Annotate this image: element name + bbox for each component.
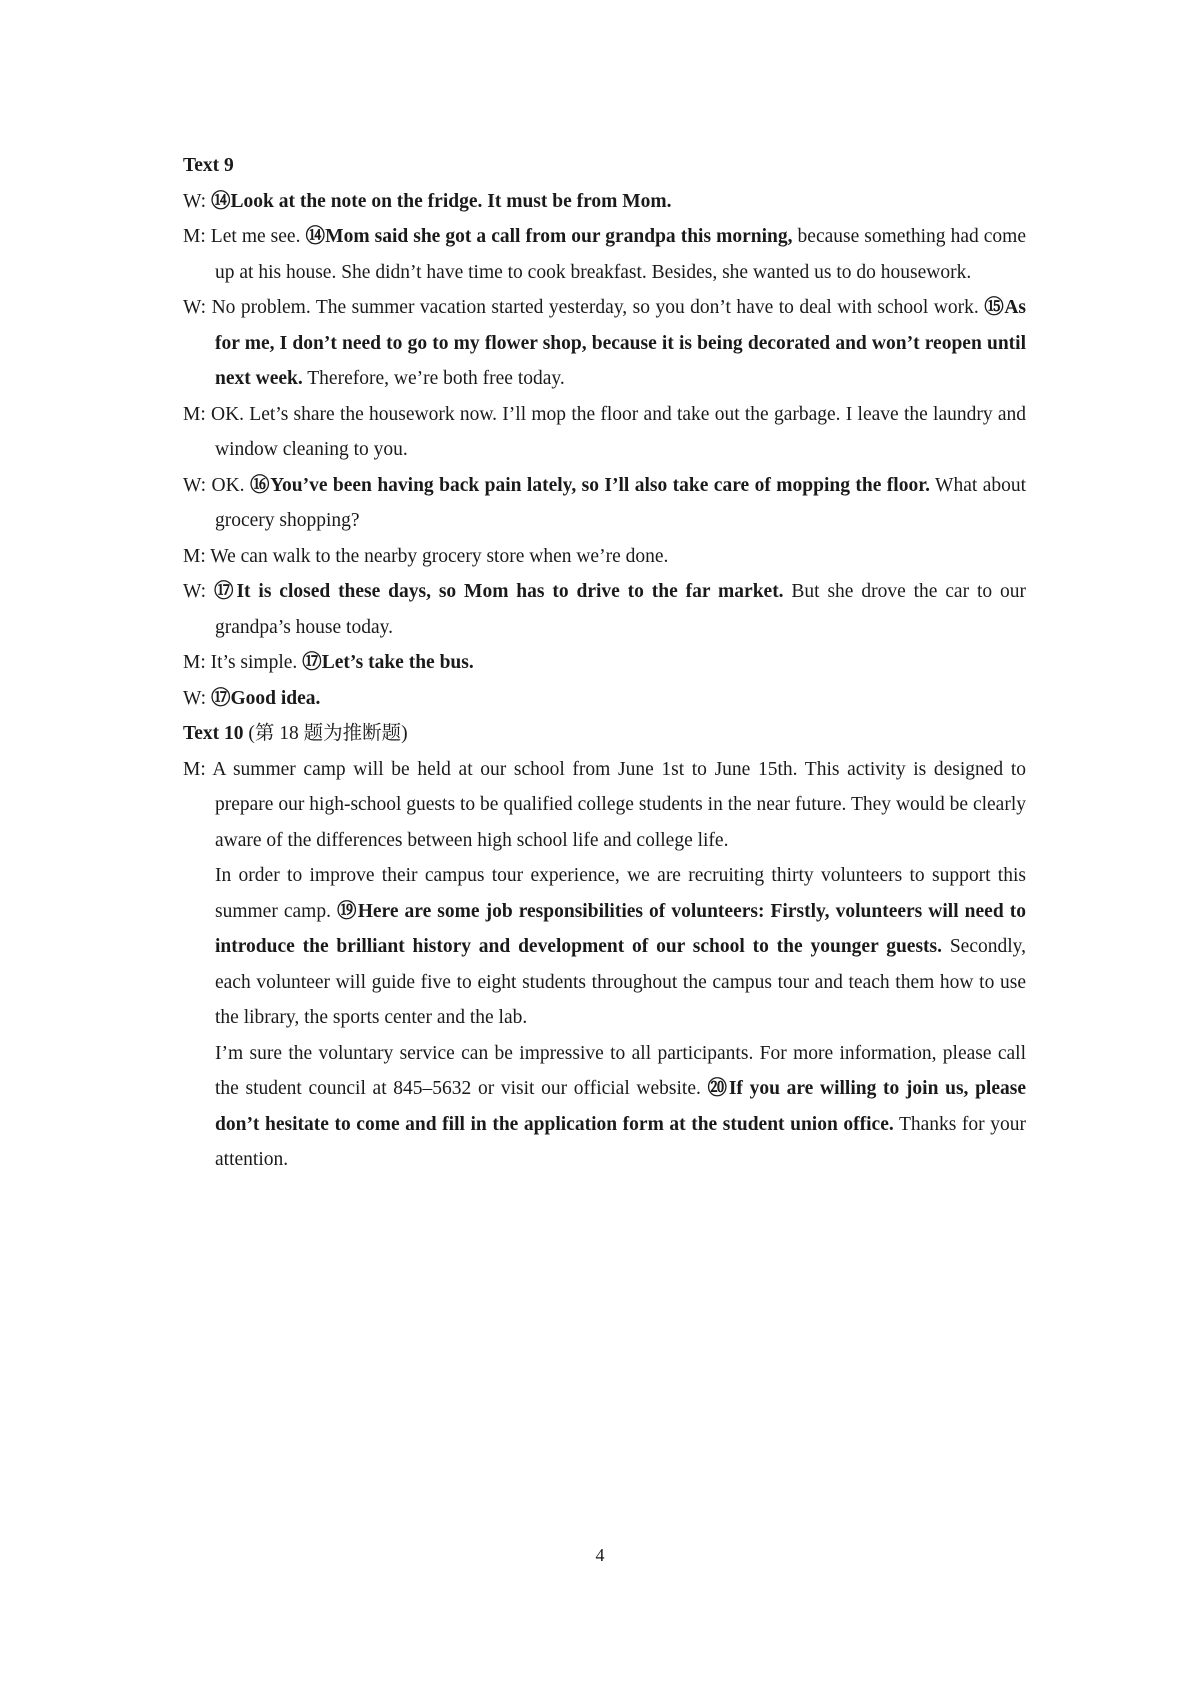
transcript-text: because something had come up at his house. She didn’t have time to cook breakfast. Besides, she wanted us to do housework. [215, 226, 1026, 283]
transcript-text: W: [183, 190, 211, 212]
bold-answer-text: It is closed these days, so Mom has to drive to the far market. [236, 581, 784, 602]
bold-answer-text: ⑭ [305, 226, 326, 247]
bold-answer-text: Here are some job responsibilities of volunteers: Firstly, volunteers will need to introduce the brilliant history and development of our school to the younger guests. [215, 900, 1026, 957]
bold-answer-text: Good idea. [230, 687, 321, 709]
dialogue-turn [183, 574, 1026, 645]
text10-monologue [183, 858, 1026, 1178]
transcript-text: W: OK. [183, 474, 250, 496]
page-number: 4 [595, 1545, 605, 1565]
bold-answer-text: If you are willing to join us, please don’t hesitate to come and fill in the application form at the student union office. [215, 1078, 1026, 1135]
transcript-text: M: Let me see. [183, 226, 306, 247]
dialogue-turn [183, 397, 1026, 468]
dialogue-turn [183, 290, 1026, 397]
transcript-text: M: OK. Let’s share the housework now. I’ll mop the floor and take out the garbage. I leave the laundry and window cleaning to you. [183, 403, 1026, 460]
transcript-text: In order to improve their campus tour experience, we are recruiting thirty volunteers to support this summer camp. [215, 865, 1026, 922]
transcript-text: M: We can walk to the nearby grocery store when we’re done. [183, 545, 669, 567]
bold-answer-text: ⑲ [337, 900, 358, 922]
dialogue-turn [183, 645, 1026, 681]
text9-dialogue [183, 184, 1026, 717]
bold-answer-text: As for me, I don’t need to go to my flower shop, because it is being decorated and won’t reopen until next week. [215, 297, 1026, 389]
transcript-text: W: No problem. The summer vacation started yesterday, so you don’t have to deal with school work. [183, 297, 985, 318]
transcript-text: M: A summer camp will be held at our school from June 1st to June 15th. This activity is designed to prepare our high-school guests to be qualified college students in the near future. They would be clearly aware of the differences between high school life and college life. [183, 758, 1026, 851]
text9-heading: Text 9 [183, 155, 234, 176]
transcript-text: Therefore, we’re both free today. [302, 368, 565, 389]
text10-heading-note: (第 18 题为推断题) [243, 723, 408, 744]
bold-answer-text: Mom said she got a call from our grandpa this morning, [325, 226, 793, 247]
transcript-text: M: It’s simple. [183, 652, 303, 673]
text10-heading-label: Text 10 [183, 723, 244, 744]
transcript-text: But she drove the car to our grandpa’s house today. [215, 581, 1026, 638]
dialogue-turn [183, 468, 1026, 539]
bold-answer-text: ⑰ [302, 652, 322, 673]
text10-monologue-intro [183, 752, 1026, 859]
bold-answer-text: ⑮ [984, 297, 1005, 318]
dialogue-turn [183, 681, 1026, 717]
bold-answer-text: ⑰ [210, 687, 231, 709]
transcript-text: Secondly, each volunteer will guide five to eight students throughout the campus tour and teach them how to use the library, the sports center and the lab. [215, 936, 1026, 1028]
bold-answer-text: ⑰ [213, 581, 237, 602]
transcript-text: Thanks for your attention. [215, 1113, 1026, 1170]
document-body [183, 148, 1026, 1178]
bold-answer-text: Look at the note on the fridge. It must be from Mom. [230, 190, 672, 212]
dialogue-turn [183, 184, 1026, 220]
text10-heading [183, 716, 1026, 752]
transcript-text: W: [183, 687, 211, 709]
bold-answer-text: ⑭ [210, 190, 231, 212]
transcript-text: W: [183, 581, 214, 602]
monologue-paragraph [183, 858, 1026, 1036]
transcript-text: What about grocery shopping? [215, 474, 1027, 531]
bold-answer-text: ⑯ [250, 474, 271, 496]
bold-answer-text: Let’s take the bus. [321, 652, 474, 673]
transcript-text: I’m sure the voluntary service can be impressive to all participants. For more information, please call the student council at 845–5632 or visit our official website. [215, 1042, 1026, 1099]
bold-answer-text: ⑳ [707, 1078, 729, 1099]
dialogue-turn [183, 219, 1026, 290]
dialogue-turn [183, 539, 1026, 575]
monologue-paragraph [183, 1036, 1026, 1178]
bold-answer-text: You’ve been having back pain lately, so I’ll also take care of mopping the floor. [270, 474, 930, 496]
